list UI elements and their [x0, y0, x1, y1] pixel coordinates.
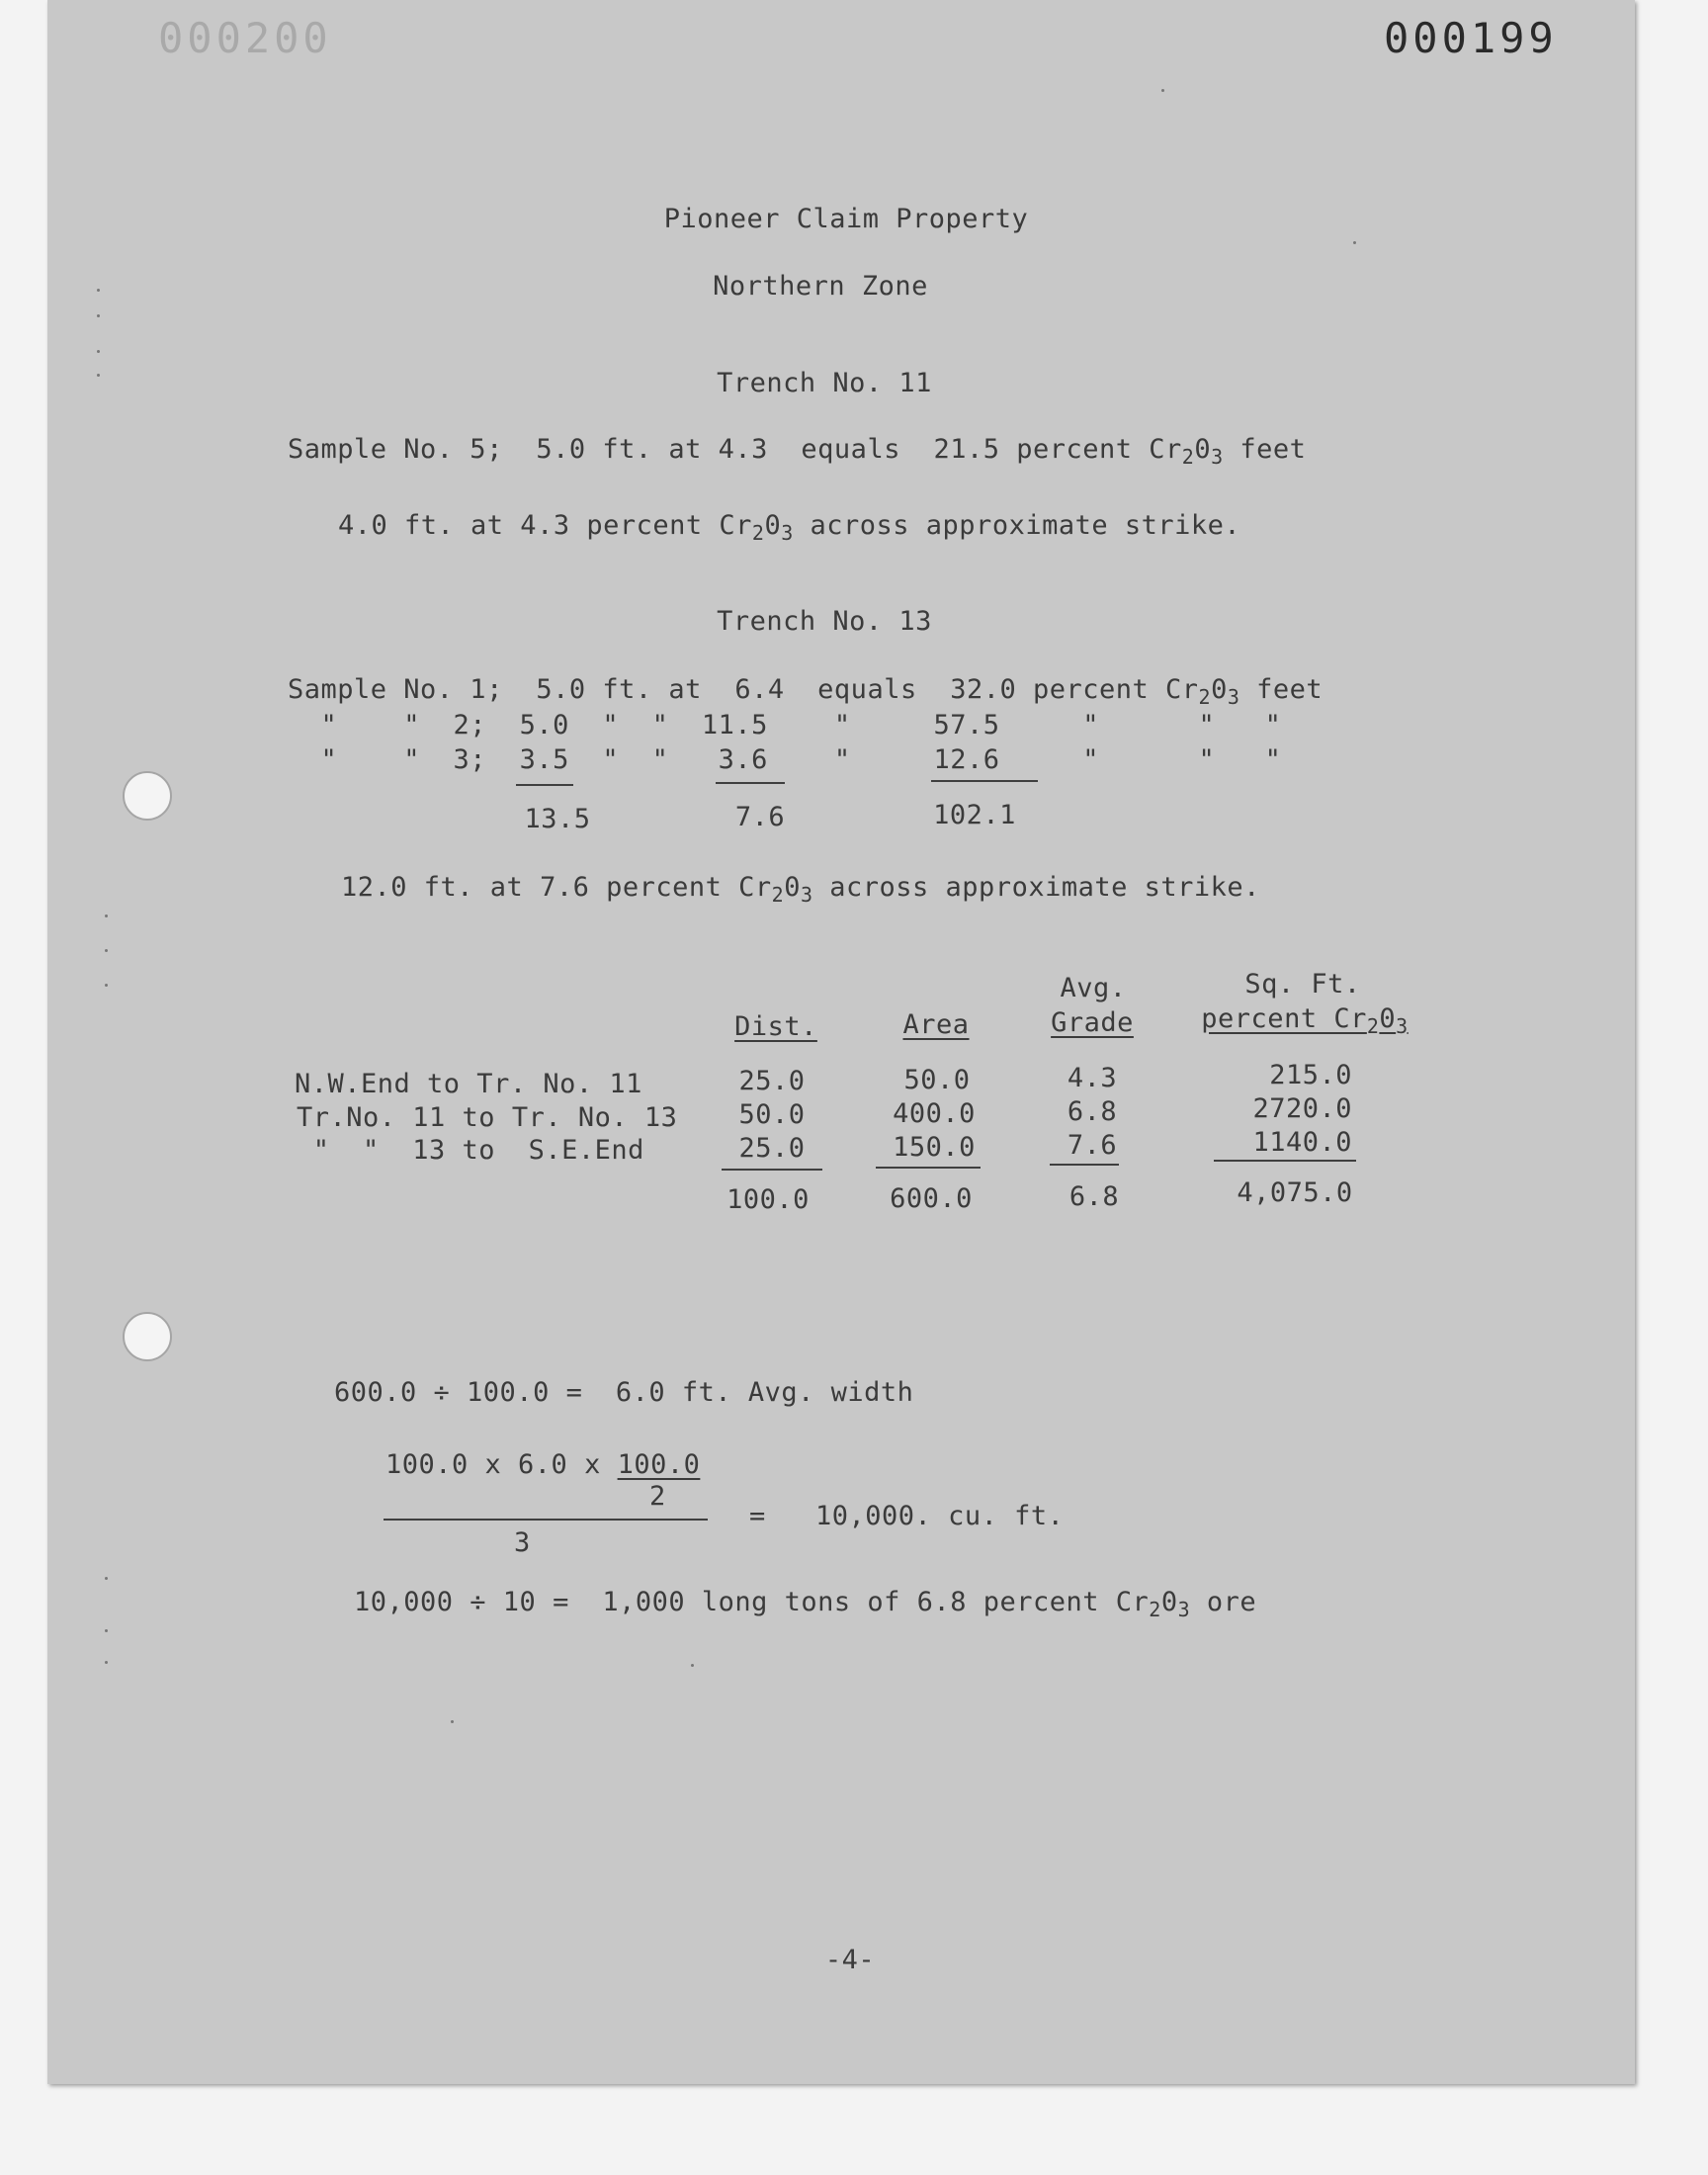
faded-page-stamp: 000200	[158, 14, 332, 62]
tonnage-line: 10,000 ÷ 10 = 1,000 long tons of 6.8 percent $Cr_20_3$ ore	[354, 1587, 1257, 1621]
trench-11-heading: Trench No. 11	[717, 368, 932, 398]
total-rule	[1050, 1164, 1119, 1166]
trench-13-total-ft: 13.5	[524, 804, 591, 834]
speck	[691, 1664, 694, 1667]
margin-mark	[105, 914, 108, 917]
row-label: " " 13 to S.E.End	[297, 1135, 644, 1166]
numerator-fraction-top: 100.0	[617, 1449, 701, 1480]
volume-result: = 10,000. cu. ft.	[749, 1501, 1065, 1531]
row-grade: 6.8	[1067, 1096, 1118, 1127]
row-area: 150.0	[893, 1132, 976, 1163]
total-sqft: 4,075.0	[1237, 1177, 1353, 1208]
volume-numerator: 100.0 x 6.0 x 100.0	[385, 1449, 701, 1480]
sum-rule	[516, 784, 573, 786]
sum-rule	[931, 780, 1038, 782]
header-sqft-top: Sq. Ft.	[1244, 969, 1361, 1000]
sum-rule	[716, 782, 785, 784]
row-area: 400.0	[893, 1098, 976, 1129]
trench-13-total-percent: 102.1	[933, 800, 1016, 830]
punch-hole	[123, 1312, 172, 1361]
header-sqft-percent: percent $Cr_20_3$	[1201, 1003, 1409, 1038]
row-label: N.W.End to Tr. No. 11	[295, 1069, 642, 1099]
trench-13-sample-row-3: " " 3; 3.5 " " 3.6 " 12.6 " " "	[288, 744, 1282, 775]
header-grade: Grade	[1051, 1007, 1134, 1038]
page-stamp-number: 000199	[1384, 14, 1558, 62]
speck	[451, 1720, 454, 1723]
header-area: Area	[902, 1009, 970, 1040]
margin-mark	[105, 984, 108, 987]
total-rule	[722, 1169, 822, 1171]
speck	[1161, 89, 1164, 92]
trench-13-total-grade: 7.6	[734, 802, 786, 832]
row-label: Tr.No. 11 to Tr. No. 13	[297, 1102, 678, 1133]
document-subtitle: Northern Zone	[713, 271, 928, 302]
average-width-line: 600.0 ÷ 100.0 = 6.0 ft. Avg. width	[334, 1377, 914, 1408]
row-dist: 25.0	[738, 1066, 806, 1096]
total-rule	[876, 1167, 981, 1169]
trench-11-summary: 4.0 ft. at 4.3 percent $Cr_20_3$ across approximate strike.	[338, 510, 1241, 545]
total-dist: 100.0	[726, 1184, 810, 1215]
speck	[1353, 241, 1356, 244]
punch-hole	[123, 771, 172, 821]
margin-mark	[97, 289, 100, 292]
row-grade: 4.3	[1067, 1063, 1118, 1093]
total-area: 600.0	[890, 1183, 973, 1214]
margin-mark	[105, 1577, 108, 1580]
row-dist: 50.0	[738, 1099, 806, 1130]
row-sqft: 215.0	[1269, 1060, 1352, 1090]
trench-13-sample-row-1: Sample No. 1; 5.0 ft. at 6.4 equals 32.0 percent $Cr_20_3$ feet	[288, 674, 1324, 709]
margin-mark	[97, 314, 100, 317]
header-avg-top: Avg.	[1060, 973, 1127, 1003]
trench-13-heading: Trench No. 13	[717, 606, 932, 637]
page-footer-number: -4-	[824, 1945, 876, 1975]
numerator-fraction-bottom: 2	[649, 1481, 666, 1512]
margin-mark	[97, 350, 100, 353]
header-dist: Dist.	[734, 1011, 817, 1042]
margin-mark	[105, 949, 108, 952]
margin-mark	[105, 1661, 108, 1664]
document-title: Pioneer Claim Property	[663, 204, 1029, 234]
row-sqft: 2720.0	[1252, 1093, 1352, 1124]
fraction-bar	[384, 1519, 708, 1521]
row-area: 50.0	[903, 1065, 971, 1095]
total-grade: 6.8	[1068, 1181, 1120, 1212]
volume-denominator: 3	[514, 1527, 531, 1558]
total-rule	[1214, 1160, 1356, 1162]
margin-mark	[97, 374, 100, 377]
row-sqft: 1140.0	[1252, 1127, 1352, 1158]
trench-13-sample-row-2: " " 2; 5.0 " " 11.5 " 57.5 " " "	[288, 710, 1282, 740]
row-grade: 7.6	[1067, 1130, 1118, 1161]
document-page	[47, 0, 1635, 2084]
trench-13-summary: 12.0 ft. at 7.6 percent $Cr_20_3$ across approximate strike.	[341, 872, 1260, 907]
margin-mark	[105, 1629, 108, 1632]
trench-11-sample-line: Sample No. 5; 5.0 ft. at 4.3 equals 21.5 percent $Cr_20_3$ feet	[288, 434, 1307, 469]
row-dist: 25.0	[738, 1133, 806, 1164]
